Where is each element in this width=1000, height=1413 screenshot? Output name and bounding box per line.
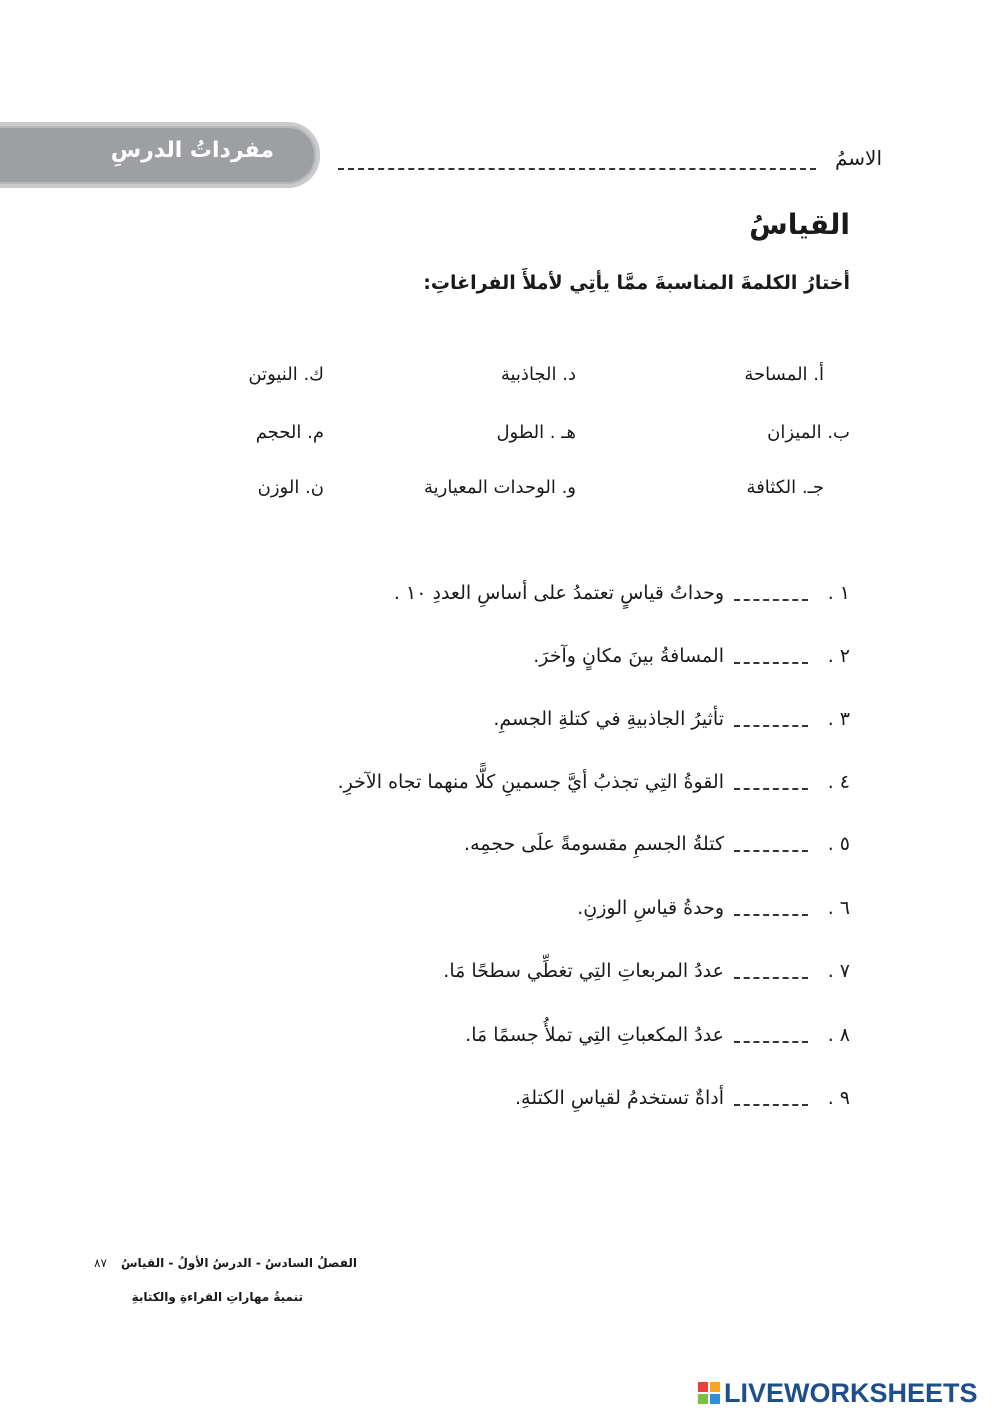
option-k: ك. النيوتن xyxy=(248,364,324,385)
answer-blank[interactable] xyxy=(734,836,808,852)
question-row xyxy=(150,1018,850,1052)
option-m: م. الحجم xyxy=(255,422,324,443)
footer-subtitle: تنميةُ مهاراتِ القراءةِ والكتابةِ xyxy=(131,1290,303,1304)
question-row xyxy=(150,576,850,610)
option-a: أ. المساحة xyxy=(744,364,824,385)
answer-blank[interactable] xyxy=(734,1027,808,1043)
question-row xyxy=(150,827,850,861)
answer-blank[interactable] xyxy=(734,963,808,979)
question-text: وحدةُ قياسِ الوزنِ. xyxy=(577,897,724,919)
option-e: هـ . الطول xyxy=(496,422,576,443)
question-text: عددُ المربعاتِ التِي تغطِّي سطحًا مَا. xyxy=(443,960,724,982)
answer-blank[interactable] xyxy=(734,711,808,727)
question-number: ٨ . xyxy=(827,1024,850,1046)
page-number: ٨٧ xyxy=(94,1256,107,1270)
answer-blank[interactable] xyxy=(734,900,808,916)
page-title: القياسُ xyxy=(749,208,850,241)
question-number: ٩ . xyxy=(827,1087,850,1109)
question-number: ٥ . xyxy=(827,833,850,855)
section-tab-label: مفرداتُ الدرسِ xyxy=(110,138,274,163)
option-c: جـ. الكثافة xyxy=(746,477,824,498)
question-text: وحداتُ قياسٍ تعتمدُ على أساسِ العددِ ١٠ . xyxy=(393,582,724,604)
question-text: كتلةُ الجسمِ مقسومةً علَى حجمِه. xyxy=(464,833,724,855)
option-b: ب. الميزان xyxy=(767,422,850,443)
logo-blocks-icon xyxy=(698,1382,720,1404)
section-tab xyxy=(0,122,320,188)
instructions: أختارُ الكلمةَ المناسبةَ ممَّا يأتِي لأملأَ الفراغاتِ: xyxy=(423,272,850,294)
question-text: تأثيرُ الجاذبيةِ في كتلةِ الجسمِ. xyxy=(493,708,724,730)
option-n: ن. الوزن xyxy=(257,477,324,498)
question-row xyxy=(150,891,850,925)
name-label: الاسمُ xyxy=(834,146,882,170)
question-row xyxy=(150,954,850,988)
question-number: ٢ . xyxy=(827,645,850,667)
answer-blank[interactable] xyxy=(734,648,808,664)
question-row xyxy=(150,1081,850,1115)
question-number: ١ . xyxy=(827,582,850,604)
question-text: المسافةُ بينَ مكانٍ وآخرَ. xyxy=(533,645,724,667)
footer-chapter: الفصلُ السادسُ - الدرسُ الأولُ - القياسُ xyxy=(120,1256,357,1270)
name-field[interactable] xyxy=(338,168,816,170)
question-number: ٧ . xyxy=(827,960,850,982)
answer-blank[interactable] xyxy=(734,1090,808,1106)
logo-text: LIVEWORKSHEETS xyxy=(724,1377,978,1408)
question-number: ٤ . xyxy=(827,771,850,793)
answer-blank[interactable] xyxy=(734,774,808,790)
question-row xyxy=(150,702,850,736)
question-number: ٦ . xyxy=(827,897,850,919)
question-number: ٣ . xyxy=(827,708,850,730)
question-text: القوةُ التِي تجذبُ أيَّ جسمينِ كلًّا منهما تجاه الآخرِ. xyxy=(337,771,724,793)
question-row xyxy=(150,639,850,673)
liveworksheets-logo xyxy=(698,1378,978,1408)
question-row xyxy=(150,765,850,799)
answer-blank[interactable] xyxy=(734,585,808,601)
question-text: أداةٌ تستخدمُ لقياسِ الكتلةِ. xyxy=(515,1087,724,1109)
question-text: عددُ المكعباتِ التِي تملأُ جسمًا مَا. xyxy=(465,1024,724,1046)
option-f: و. الوحدات المعيارية xyxy=(423,477,576,498)
option-d: د. الجاذبية xyxy=(500,364,576,385)
